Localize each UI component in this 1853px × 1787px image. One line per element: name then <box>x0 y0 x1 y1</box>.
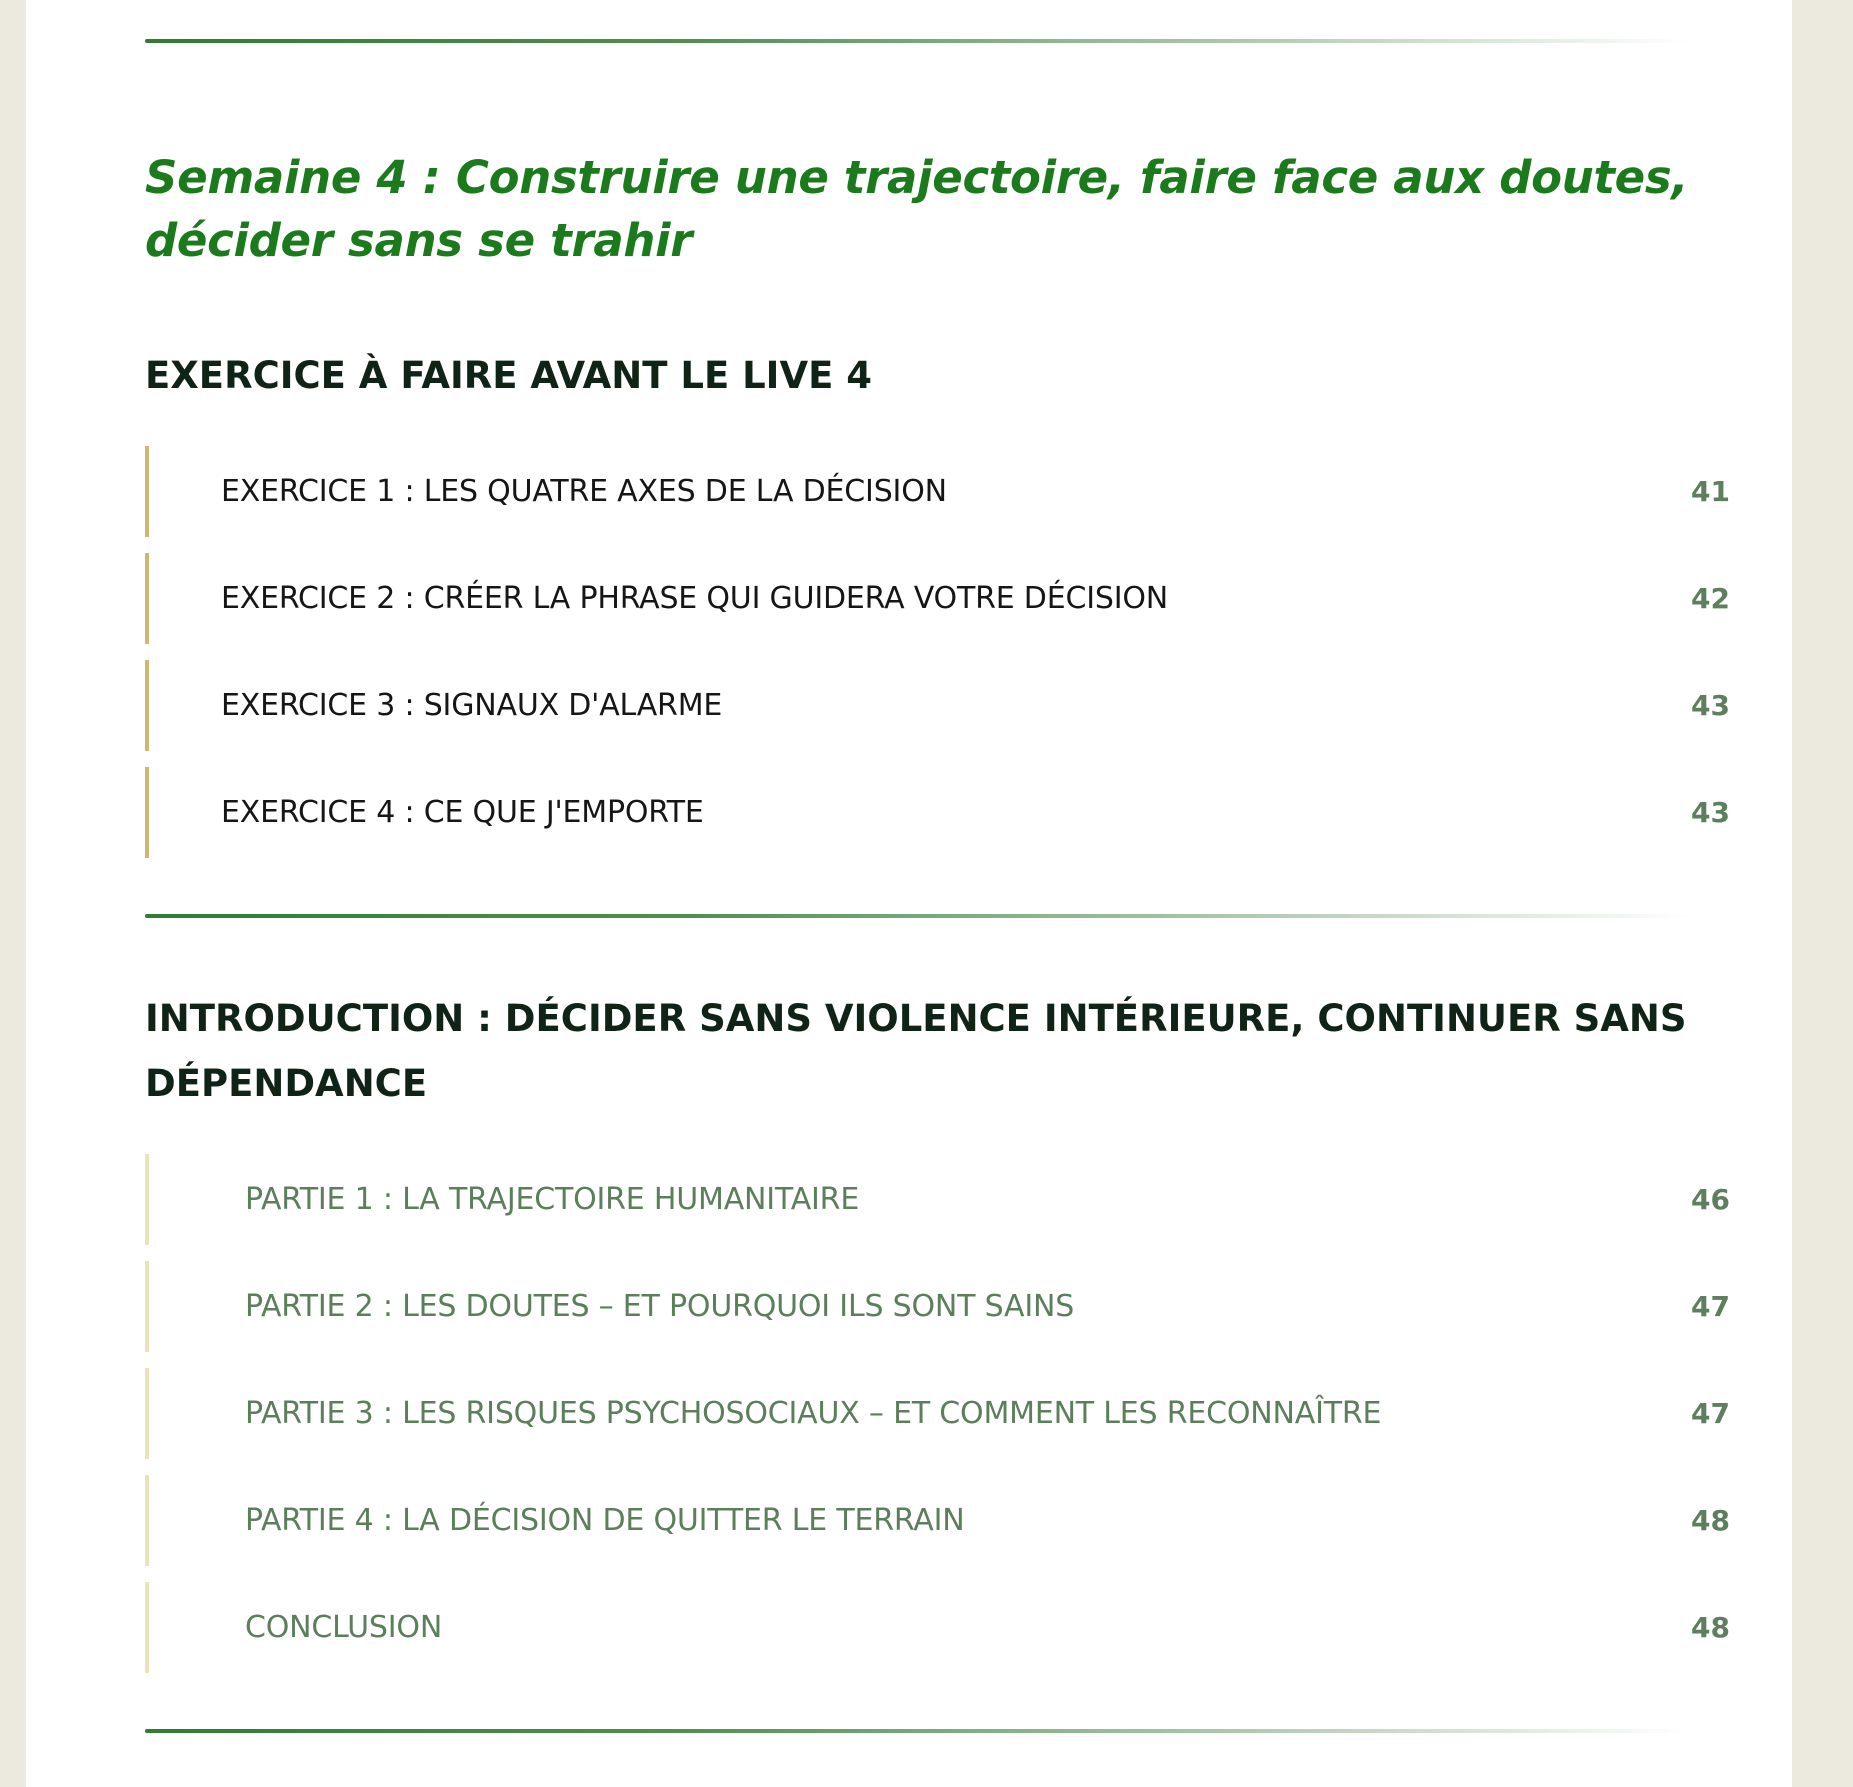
toc-page-number: 48 <box>1691 1611 1730 1644</box>
toc-page-number: 47 <box>1691 1397 1730 1430</box>
middle-divider <box>145 914 1690 918</box>
toc-entry-exercice-3[interactable] <box>145 660 1730 751</box>
toc-page-number: 43 <box>1691 689 1730 722</box>
introduction-section-title: INTRODUCTION : DÉCIDER SANS VIOLENCE INTÉRIEURE, CONTINUER SANS DÉPENDANCE <box>145 997 1687 1105</box>
toc-page-number: 43 <box>1691 796 1730 829</box>
toc-entry-label: PARTIE 1 : LA TRAJECTOIRE HUMANITAIRE <box>245 1182 860 1217</box>
toc-entry-label: PARTIE 3 : LES RISQUES PSYCHOSOCIAUX – ET COMMENT LES RECONNAÎTRE <box>245 1396 1382 1431</box>
exercises-section-title: EXERCICE À FAIRE AVANT LE LIVE 4 <box>145 354 872 397</box>
toc-page-number: 47 <box>1691 1290 1730 1323</box>
exercises-list <box>145 446 1730 858</box>
toc-entry-exercice-2[interactable] <box>145 553 1730 644</box>
toc-page-number: 46 <box>1691 1183 1730 1216</box>
toc-entry-exercice-4[interactable] <box>145 767 1730 858</box>
week-title: Semaine 4 : Construire une trajectoire, faire face aux doutes, décider sans se trahir <box>145 151 1689 267</box>
introduction-parts-list <box>145 1154 1730 1673</box>
toc-entry-partie-1[interactable] <box>145 1154 1730 1245</box>
toc-page-number: 48 <box>1691 1504 1730 1537</box>
toc-page-number: 41 <box>1691 475 1730 508</box>
toc-entry-label: EXERCICE 4 : CE QUE J'EMPORTE <box>221 795 704 830</box>
top-divider <box>145 39 1690 43</box>
toc-entry-label: EXERCICE 3 : SIGNAUX D'ALARME <box>221 688 723 723</box>
toc-entry-conclusion[interactable] <box>145 1582 1730 1673</box>
toc-entry-label: PARTIE 2 : LES DOUTES – ET POURQUOI ILS SONT SAINS <box>245 1289 1075 1324</box>
toc-entry-label: EXERCICE 2 : CRÉER LA PHRASE QUI GUIDERA VOTRE DÉCISION <box>221 581 1169 616</box>
toc-entry-exercice-1[interactable] <box>145 446 1730 537</box>
toc-entry-partie-3[interactable] <box>145 1368 1730 1459</box>
toc-entry-label: EXERCICE 1 : LES QUATRE AXES DE LA DÉCISION <box>221 474 947 509</box>
toc-page-number: 42 <box>1691 582 1730 615</box>
toc-entry-partie-2[interactable] <box>145 1261 1730 1352</box>
toc-entry-partie-4[interactable] <box>145 1475 1730 1566</box>
document-page <box>26 0 1792 1787</box>
toc-entry-label: PARTIE 4 : LA DÉCISION DE QUITTER LE TERRAIN <box>245 1503 965 1538</box>
bottom-divider <box>145 1729 1690 1733</box>
toc-entry-label: CONCLUSION <box>245 1610 443 1645</box>
toc-content <box>145 0 1730 1733</box>
